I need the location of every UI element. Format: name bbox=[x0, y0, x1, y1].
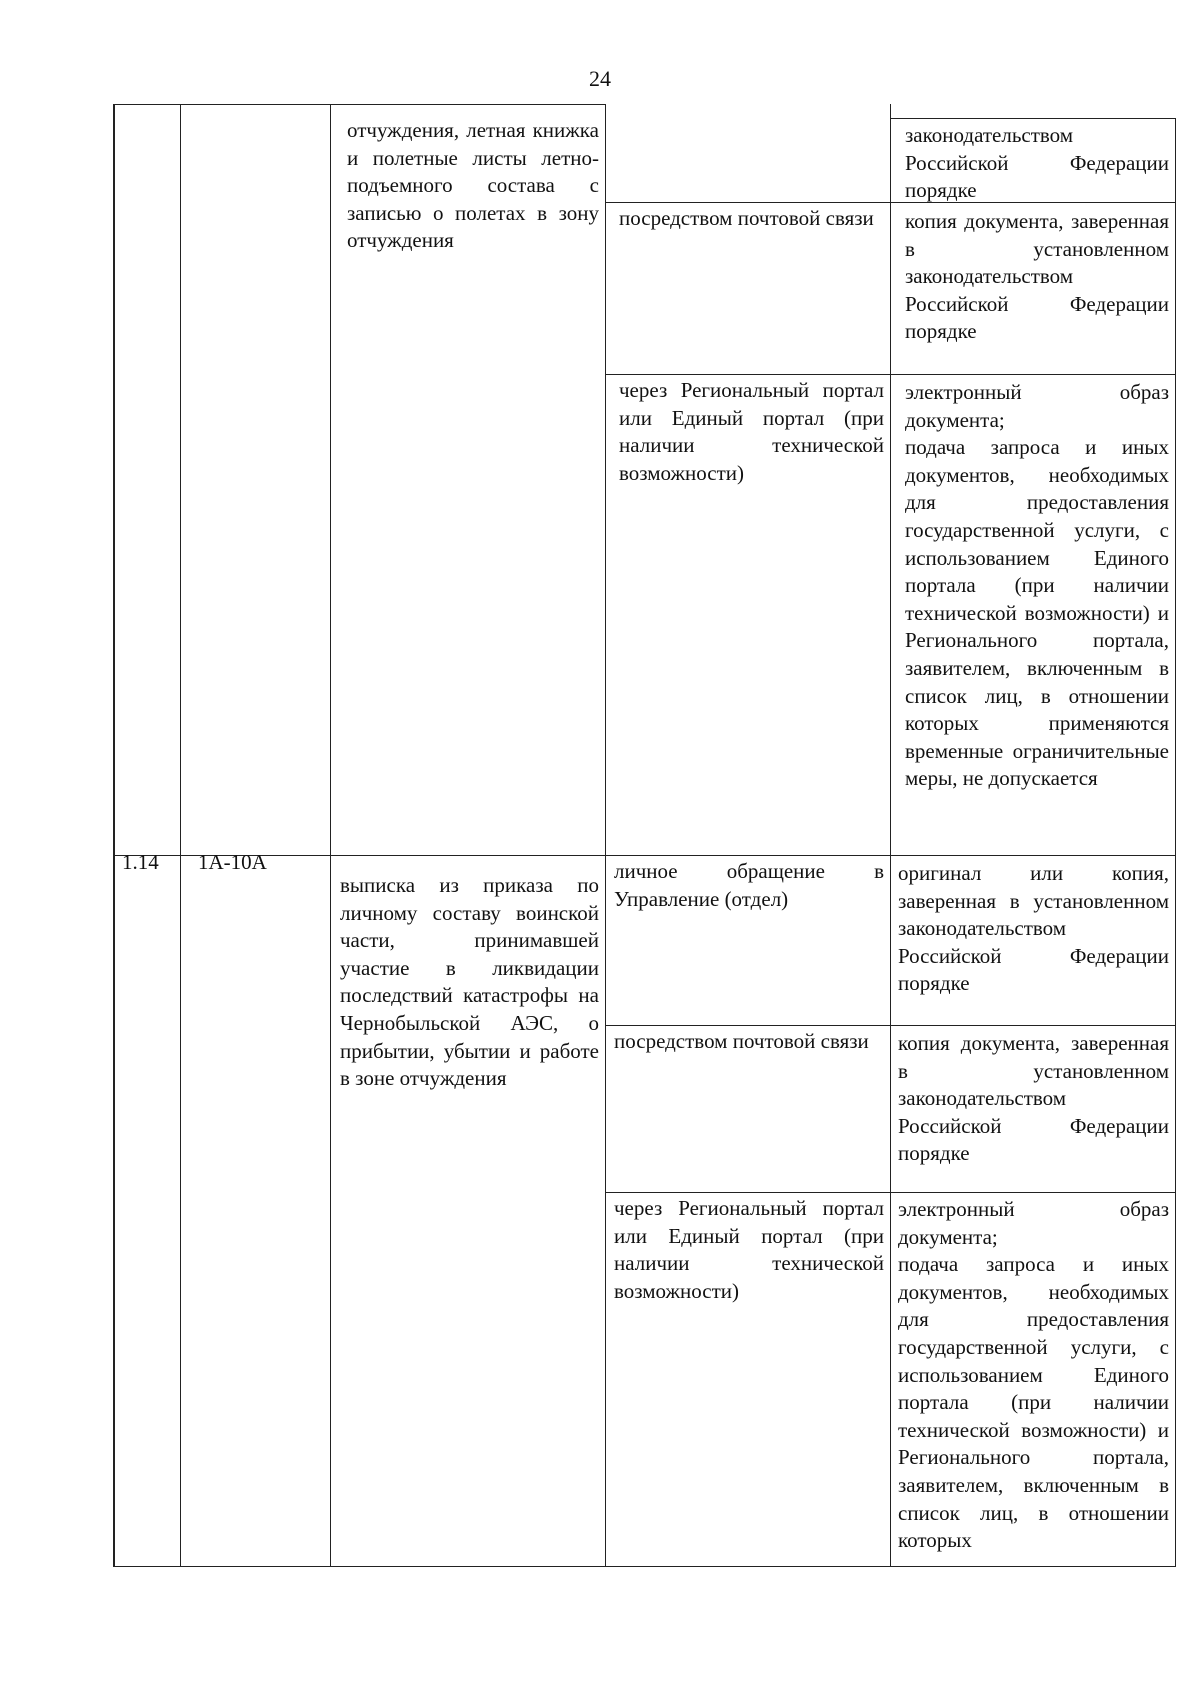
cell-114-method-2: посредством почтовой связи bbox=[614, 1029, 869, 1053]
hline-114-sub1 bbox=[605, 1025, 1176, 1026]
cell-114-code: 1А-10А bbox=[198, 850, 267, 874]
cell-top-form-1: законодательством Российской Федерации порядке bbox=[905, 123, 1169, 203]
page-number: 24 bbox=[589, 66, 611, 91]
cell-top-form-2: копия документа, заверенная в установленном законодательством Российской Федерации порядке bbox=[905, 209, 1169, 344]
cell-top-method-3: через Региональный портал или Единый портал (при наличии технической возможности) bbox=[619, 378, 884, 485]
cell-top-form-3: электронный образ документа; подача запроса и иных документов, необходимых для предоставления государственной услуги, с использованием Единого портала (при наличии технической возможности) и Регионального портала, заявителем, включенным в список лиц, в отношении которых применяются временные ограничительные меры, не допускается bbox=[905, 380, 1169, 791]
cell-top-method-2: посредством почтовой связи bbox=[619, 206, 874, 230]
top-border-right bbox=[890, 118, 1176, 119]
hline-top-sub2 bbox=[605, 374, 1176, 375]
col-line-1 bbox=[180, 104, 181, 1566]
cell-114-method-1: личное обращение в Управление (отдел) bbox=[614, 859, 884, 911]
col-line-4 bbox=[890, 104, 891, 1566]
cell-top-document: отчуждения, летная книжка и полетные листы летно-подъемного состава с записью о полетах в зону отчуждения bbox=[347, 118, 599, 253]
col-line-right bbox=[1175, 118, 1176, 1566]
cell-114-form-1: оригинал или копия, заверенная в установленном законодательством Российской Федерации порядке bbox=[898, 861, 1169, 996]
col-line-2 bbox=[330, 104, 331, 1566]
cell-114-form-2: копия документа, заверенная в установленном законодательством Российской Федерации порядке bbox=[898, 1031, 1169, 1166]
cell-114-document: выписка из приказа по личному составу воинской части, принимавшей участие в ликвидации последствий катастрофы на Чернобыльской АЭС, о прибытии, убытии и работе в зоне отчуждения bbox=[340, 873, 599, 1091]
col-line-left bbox=[113, 104, 115, 1566]
top-border bbox=[113, 104, 605, 105]
hline-114-sub2 bbox=[605, 1192, 1176, 1193]
col-line-3 bbox=[605, 104, 606, 1566]
cell-114-number: 1.14 bbox=[122, 850, 159, 874]
cell-114-form-3: электронный образ документа; подача запроса и иных документов, необходимых для предоставления государственной услуги, с использованием Единого портала (при наличии технической возможности) и Регионального портала, заявителем, включенным в список лиц, в отношении которых bbox=[898, 1197, 1169, 1553]
bottom-border bbox=[113, 1566, 1176, 1567]
cell-114-method-3: через Региональный портал или Единый портал (при наличии технической возможности) bbox=[614, 1196, 884, 1303]
